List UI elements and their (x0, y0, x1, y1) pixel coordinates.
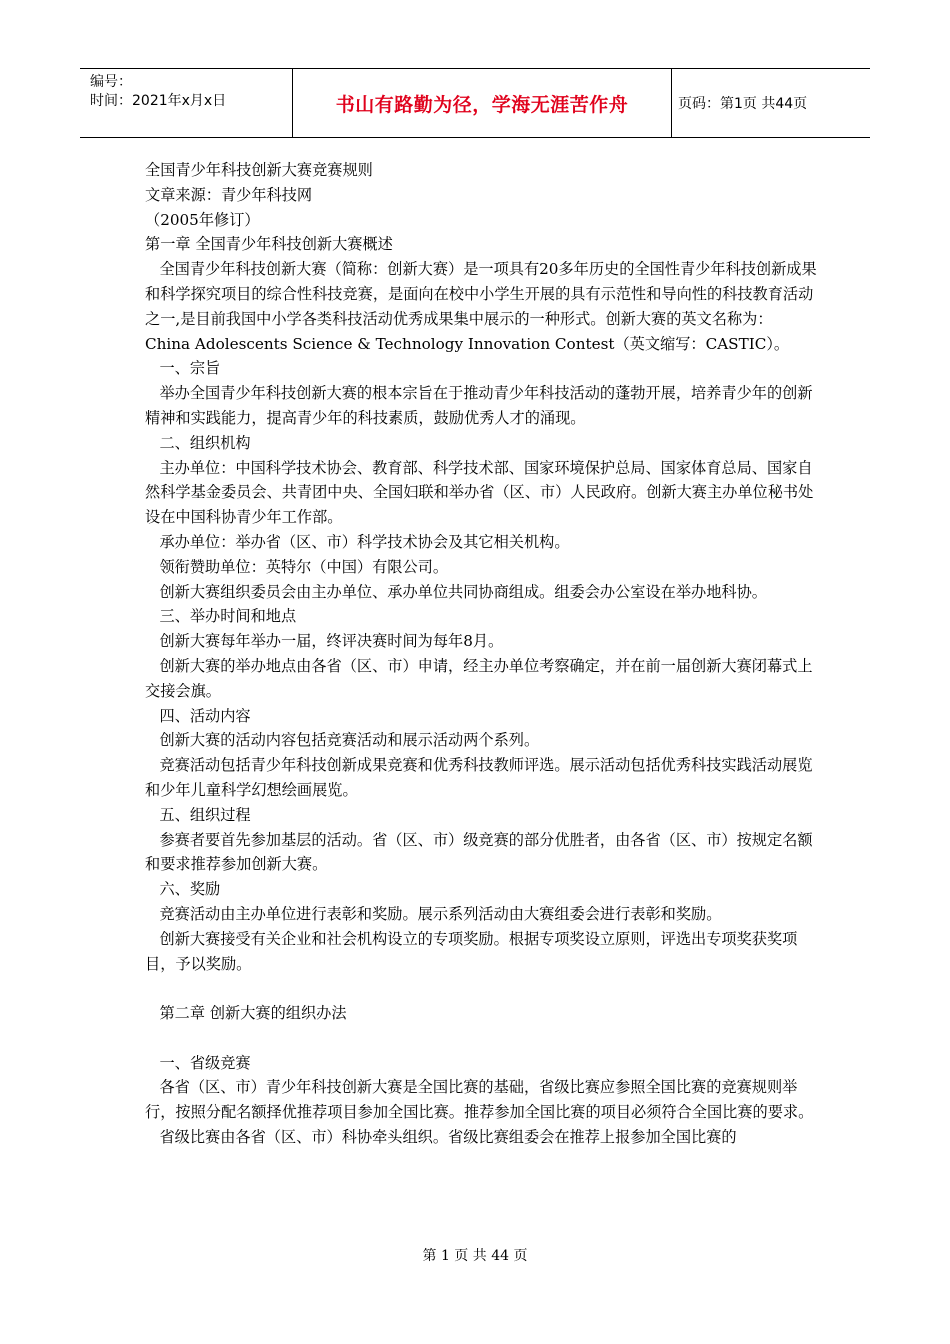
paragraph: 全国青少年科技创新大赛（简称：创新大赛）是一项具有20多年历史的全国性青少年科技创新成果和科学探究项目的综合性科技竞赛，是面向在校中小学生开展的具有示范性和导向性的科技教育活动之一,是目前我国中小学各类科技活动优秀成果集中展示的一种形式。创新大赛的英文名称为：China Adolescents Science & Technology Innovation Contest（英文缩写：CASTIC）。 (145, 260, 817, 353)
paragraph: 各省（区、市）青少年科技创新大赛是全国比赛的基础，省级比赛应参照全国比赛的竞赛规则举行，按照分配名额择优推荐项目参加全国比赛。推荐参加全国比赛的项目必须符合全国比赛的要求。 (145, 1078, 814, 1122)
header-table (80, 68, 870, 138)
paragraph: 创新大赛每年举办一届，终评决赛时间为每年8月。 (159, 632, 504, 651)
date-label: 时间：2021年x月x日 (90, 93, 227, 109)
paragraph: 创新大赛组织委员会由主办单位、承办单位共同协商组成。组委会办公室设在举办地科协。 (159, 582, 767, 601)
section-heading: 六、奖励 (159, 880, 221, 899)
paragraph: 参赛者要首先参加基层的活动。省（区、市）级竞赛的部分优胜者，由各省（区、市）按规定名额和要求推荐参加创新大赛。 (145, 830, 813, 874)
doc-revision: （2005年修订） (145, 210, 260, 229)
paragraph: 创新大赛接受有关企业和社会机构设立的专项奖励。根据专项奖设立原则，评选出专项奖获奖项目，予以奖励。 (145, 929, 798, 973)
header-page-info: 页码：第1页 共44页 (678, 96, 808, 112)
section-heading: 一、省级竞赛 (159, 1053, 251, 1072)
doc-title: 全国青少年科技创新大赛竞赛规则 (145, 161, 373, 179)
paragraph: 领衔赞助单位：英特尔（中国）有限公司。 (159, 557, 448, 576)
paragraph: 主办单位：中国科学技术协会、教育部、科学技术部、国家环境保护总局、国家体育总局、国家自然科学基金委员会、共青团中央、全国妇联和举办省（区、市）人民政府。创新大赛主办单位秘书处设在中国科协青少年工作部。 (145, 458, 814, 527)
doc-source: 文章来源：青少年科技网 (145, 185, 313, 204)
blank-line (145, 976, 817, 1001)
document-body (145, 158, 817, 1150)
serial-label: 编号： (90, 74, 132, 90)
section-heading: 五、组织过程 (159, 805, 251, 824)
paragraph: 创新大赛的活动内容包括竞赛活动和展示活动两个系列。 (159, 731, 540, 750)
blank-line (145, 1026, 817, 1051)
paragraph: 承办单位：举办省（区、市）科学技术协会及其它相关机构。 (159, 532, 570, 551)
chapter-heading: 第一章 全国青少年科技创新大赛概述 (145, 235, 393, 254)
chapter-heading: 第二章 创新大赛的组织办法 (159, 1004, 347, 1023)
paragraph: 竞赛活动包括青少年科技创新成果竞赛和优秀科技教师评选。展示活动包括优秀科技实践活动展览和少年儿童科学幻想绘画展览。 (145, 756, 813, 799)
paragraph: 省级比赛由各省（区、市）科协牵头组织。省级比赛组委会在推荐上报参加全国比赛的 (159, 1128, 737, 1147)
page-footer: 第 1 页 共 44 页 (422, 1248, 528, 1264)
section-heading: 四、活动内容 (159, 706, 251, 725)
paragraph: 举办全国青少年科技创新大赛的根本宗旨在于推动青少年科技活动的蓬勃开展，培养青少年的创新精神和实践能力，提高青少年的科技素质，鼓励优秀人才的涌现。 (145, 384, 813, 427)
paragraph: 竞赛活动由主办单位进行表彰和奖励。展示系列活动由大赛组委会进行表彰和奖励。 (159, 904, 722, 923)
header-meta (80, 69, 293, 137)
section-heading: 一、宗旨 (159, 359, 221, 378)
header-motto: 书山有路勤为径，学海无涯苦作舟 (293, 69, 672, 137)
paragraph: 创新大赛的举办地点由各省（区、市）申请，经主办单位考察确定，并在前一届创新大赛闭幕式上交接会旗。 (145, 656, 813, 700)
section-heading: 二、组织机构 (159, 433, 251, 452)
section-heading: 三、举办时间和地点 (159, 607, 297, 626)
